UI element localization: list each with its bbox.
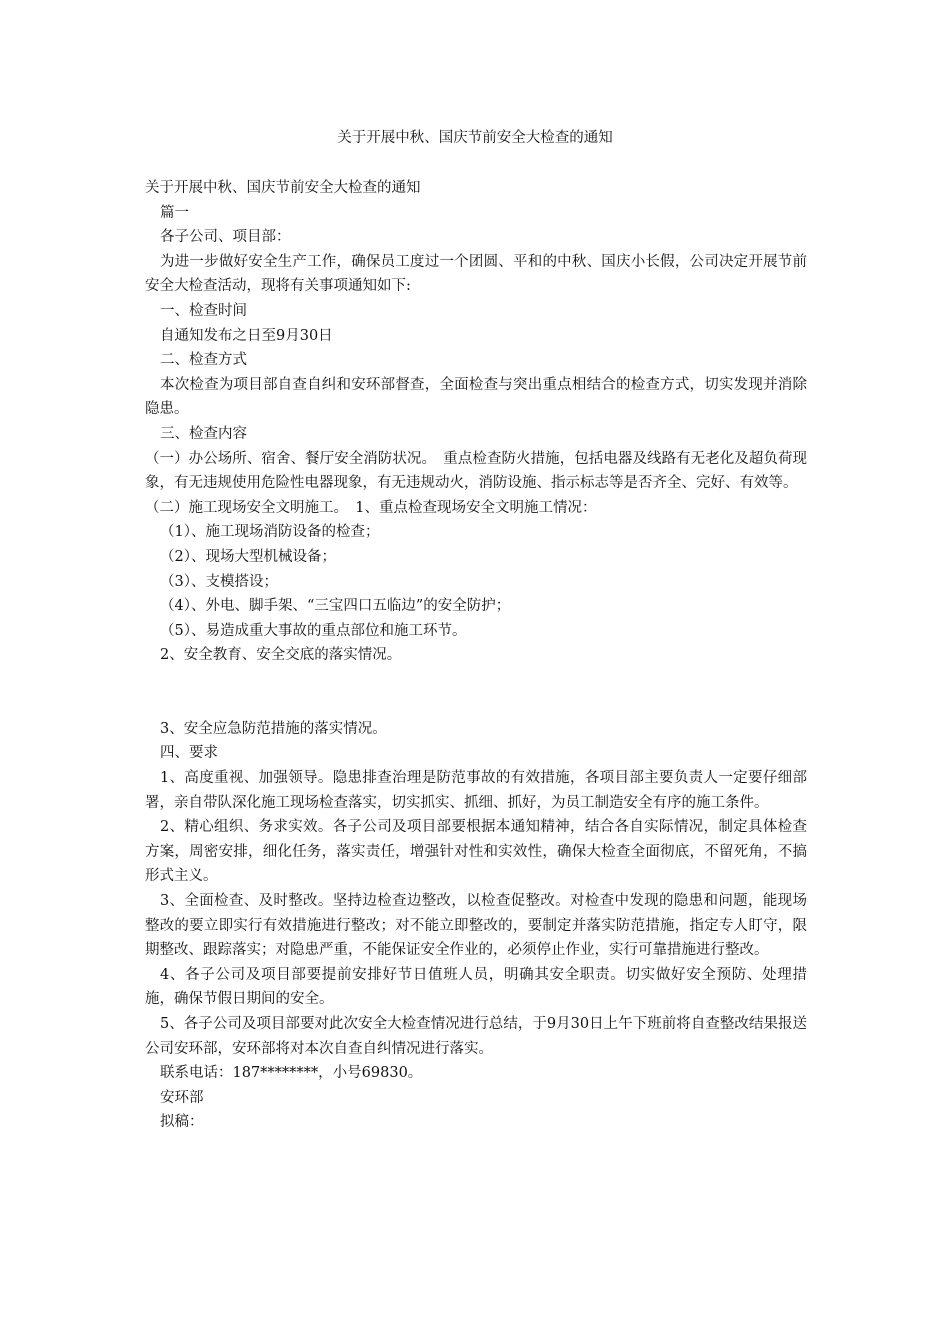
document-title: 关于开展中秋、国庆节前安全大检查的通知	[337, 130, 613, 146]
sub-item-1: （1）、施工现场消防设备的检查；	[160, 524, 380, 541]
section-3-title: 三、检查内容	[160, 425, 247, 442]
sub-item-5: （5）、易造成重大事故的重点部位和施工环节。	[160, 622, 467, 639]
contact-phone: 联系电话：187********，小号69830。	[160, 1065, 423, 1082]
requirement-1: 1、高度重视、加强领导。隐患排查治理是防范事故的有效措施，各项目部主要负责人一定要仔细部署，亲自带队深化施工现场检查落实，切实抓实、抓细、抓好，为员工制造安全有序的施工条件。	[145, 770, 807, 811]
part-label: 篇一	[160, 204, 189, 221]
requirement-4: 4、各子公司及项目部要提前安排好节日值班人员，明确其安全职责。切实做好安全预防、处理措施，确保节假日期间的安全。	[145, 966, 807, 1008]
document-heading: 关于开展中秋、国庆节前安全大检查的通知	[145, 180, 421, 196]
sub-item-2: （2）、现场大型机械设备；	[160, 548, 336, 565]
sub-item-3: （3）、支模搭设；	[160, 573, 278, 590]
requirement-5: 5、各子公司及项目部要对此次安全大检查情况进行总结，于9月30日上午下班前将自查整改结果报送公司安环部，安环部将对本次自查自纠情况进行落实。	[145, 1016, 807, 1057]
document-body	[145, 176, 807, 1135]
section-1-title: 一、检查时间	[160, 302, 247, 319]
drafter-label: 拟稿：	[160, 1114, 204, 1131]
section-4-title: 四、要求	[160, 745, 218, 762]
section-1-text: 自通知发布之日至9月30日	[160, 327, 333, 344]
blank-gap	[145, 668, 807, 717]
addressee: 各子公司、项目部：	[160, 229, 291, 246]
sub-item-4: （4）、外电、脚手架、“三宝四口五临边”的安全防护；	[160, 598, 511, 615]
point-3: 3、安全应急防范措施的落实情况。	[160, 720, 387, 737]
section-2-title: 二、检查方式	[160, 352, 247, 369]
section-2-text: 本次检查为项目部自查自纠和安环部督查，全面检查与突出重点相结合的检查方式，切实发现并消除隐患。	[145, 376, 807, 418]
department-name: 安环部	[160, 1089, 204, 1106]
point-2: 2、安全教育、安全交底的落实情况。	[160, 647, 402, 664]
section-3-item-1: （一）办公场所、宿舍、餐厅安全消防状况。 重点检查防火措施，包括电器及线路有无老化及超负荷现象，有无违规使用危险性电器现象，有无违规动火，消防设施、指示标志等是否齐全、完好、有效等。	[145, 450, 807, 492]
section-3-item-2: （二）施工现场安全文明施工。 1、重点检查现场安全文明施工情况：	[145, 499, 597, 516]
intro-paragraph: 为进一步做好安全生产工作，确保员工度过一个团圆、平和的中秋、国庆小长假，公司决定开展节前安全大检查活动，现将有关事项通知如下:	[145, 253, 807, 295]
requirement-2: 2、精心组织、务求实效。各子公司及项目部要根据本通知精神，结合各自实际情况，制定具体检查方案，周密安排，细化任务，落实责任，增强针对性和实效性，确保大检查全面彻底，不留死角，不搞形式主义。	[145, 819, 807, 885]
requirement-3: 3、全面检查、及时整改。坚持边检查边整改，以检查促整改。对检查中发现的隐患和问题，能现场整改的要立即实行有效措施进行整改；对不能立即整改的，要制定并落实防范措施，指定专人盯守，限期整改、跟踪落实；对隐患严重，不能保证安全作业的，必须停止作业，实行可靠措施进行整改。	[145, 893, 807, 959]
